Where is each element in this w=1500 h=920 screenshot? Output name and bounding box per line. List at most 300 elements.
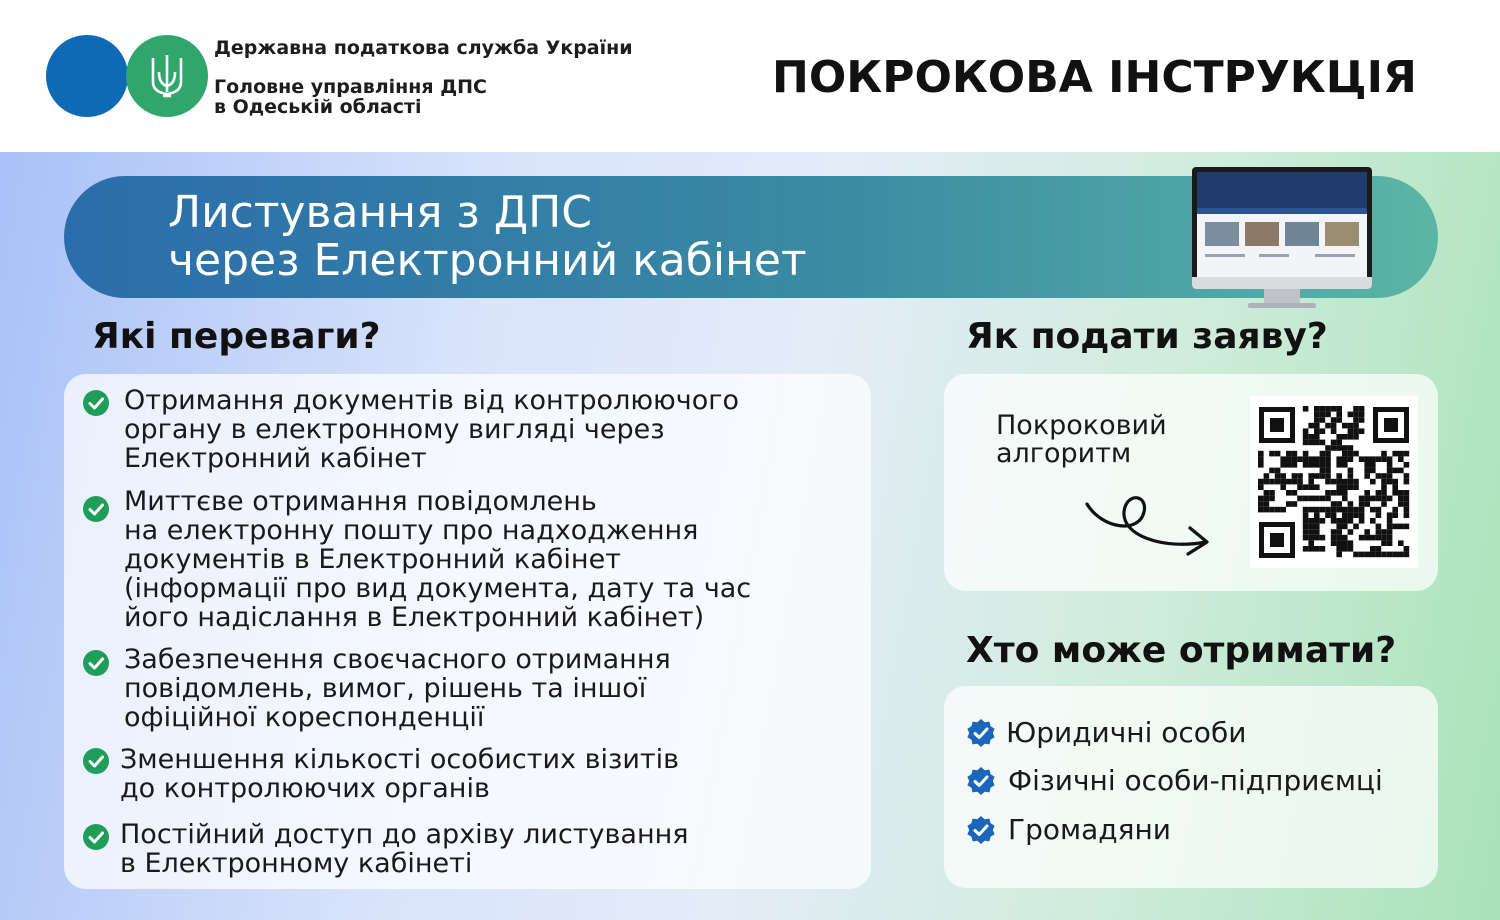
benefit-item	[82, 645, 671, 732]
qr-module	[1314, 423, 1320, 429]
apply-heading: Як подати заяву?	[966, 316, 1328, 357]
qr-module	[1348, 518, 1354, 524]
qr-module	[1308, 423, 1314, 429]
qr-module	[1303, 428, 1309, 434]
qr-module	[1348, 445, 1354, 451]
qr-module	[1359, 412, 1365, 418]
qr-module	[1308, 462, 1314, 468]
qr-module	[1314, 406, 1320, 412]
benefit-line: Електронний кабінет	[124, 443, 427, 474]
qr-module	[1398, 456, 1404, 462]
qr-module	[1359, 552, 1365, 558]
banner-title-line: Листування з ДПС	[168, 187, 592, 238]
qr-module	[1342, 423, 1348, 429]
qr-module	[1308, 456, 1314, 462]
qr-module	[1348, 473, 1354, 479]
qr-module	[1303, 524, 1309, 530]
qr-module	[1398, 524, 1404, 530]
qr-module	[1331, 406, 1337, 412]
qr-module	[1353, 428, 1359, 434]
header	[0, 0, 1500, 152]
qr-module	[1392, 479, 1398, 485]
qr-module	[1336, 440, 1342, 446]
qr-module	[1336, 412, 1342, 418]
qr-module	[1314, 529, 1320, 535]
qr-module	[1404, 512, 1410, 518]
qr-module	[1325, 479, 1331, 485]
check-circle-icon	[82, 389, 110, 417]
eligible-label: Фізичні особи-підприємці	[1008, 764, 1383, 797]
qr-module	[1269, 451, 1275, 457]
qr-module	[1297, 496, 1303, 502]
qr-module	[1392, 468, 1398, 474]
qr-module	[1370, 496, 1376, 502]
qr-module	[1308, 496, 1314, 502]
qr-module	[1370, 468, 1376, 474]
qr-module	[1370, 535, 1376, 541]
qr-module	[1398, 468, 1404, 474]
qr-module	[1325, 473, 1331, 479]
qr-module	[1286, 451, 1292, 457]
qr-module	[1342, 490, 1348, 496]
benefit-line: до контролюючих органів	[120, 773, 490, 804]
qr-module	[1336, 462, 1342, 468]
qr-module	[1336, 479, 1342, 485]
qr-module	[1320, 417, 1326, 423]
benefit-text	[120, 820, 689, 878]
qr-module	[1342, 496, 1348, 502]
qr-module	[1336, 552, 1342, 558]
qr-module	[1320, 428, 1326, 434]
qr-module	[1320, 462, 1326, 468]
qr-module	[1392, 490, 1398, 496]
department-name	[214, 77, 487, 117]
qr-module	[1303, 518, 1309, 524]
qr-module	[1364, 496, 1370, 502]
qr-module	[1303, 434, 1309, 440]
department-line: в Одеській області	[214, 96, 422, 118]
qr-module	[1320, 518, 1326, 524]
qr-module	[1331, 445, 1337, 451]
qr-module	[1359, 512, 1365, 518]
qr-module	[1387, 524, 1393, 530]
qr-module	[1387, 540, 1393, 546]
qr-module	[1297, 473, 1303, 479]
qr-module	[1336, 524, 1342, 530]
qr-module	[1275, 507, 1281, 513]
qr-module	[1258, 507, 1264, 513]
qr-module	[1336, 456, 1342, 462]
benefit-line: органу в електронному вигляді через	[124, 414, 665, 445]
qr-module	[1364, 501, 1370, 507]
qr-module	[1387, 468, 1393, 474]
qr-module	[1387, 529, 1393, 535]
benefits-card	[64, 374, 871, 889]
qr-module	[1404, 524, 1410, 530]
benefit-text	[124, 386, 739, 473]
eligible-label: Громадяни	[1008, 813, 1171, 846]
qr-module	[1331, 423, 1337, 429]
qr-module	[1336, 535, 1342, 541]
qr-module	[1331, 428, 1337, 434]
qr-module	[1387, 496, 1393, 502]
qr-module	[1303, 512, 1309, 518]
qr-module	[1398, 451, 1404, 457]
qr-module	[1258, 484, 1264, 490]
benefit-item	[82, 820, 689, 878]
qr-module	[1303, 451, 1309, 457]
qr-module	[1264, 507, 1270, 513]
qr-module	[1353, 524, 1359, 530]
who-heading: Хто може отримати?	[966, 630, 1397, 671]
qr-module	[1280, 456, 1286, 462]
qr-module	[1376, 529, 1382, 535]
qr-module	[1325, 507, 1331, 513]
qr-module	[1392, 451, 1398, 457]
qr-module	[1264, 490, 1270, 496]
qr-module	[1331, 417, 1337, 423]
qr-module	[1258, 496, 1264, 502]
qr-module	[1348, 501, 1354, 507]
qr-module	[1364, 462, 1370, 468]
qr-module	[1314, 507, 1320, 513]
qr-module	[1364, 552, 1370, 558]
qr-module	[1331, 490, 1337, 496]
qr-module	[1320, 412, 1326, 418]
qr-module	[1336, 546, 1342, 552]
qr-module	[1348, 456, 1354, 462]
qr-module	[1286, 479, 1292, 485]
qr-module	[1381, 529, 1387, 535]
qr-module	[1353, 552, 1359, 558]
qr-module	[1381, 490, 1387, 496]
qr-module	[1398, 490, 1404, 496]
qr-module	[1275, 468, 1281, 474]
benefit-line: офіційної кореспонденції	[124, 702, 485, 733]
qr-module	[1348, 546, 1354, 552]
qr-module	[1331, 512, 1337, 518]
qr-module	[1325, 423, 1331, 429]
qr-module	[1325, 445, 1331, 451]
qr-module	[1325, 451, 1331, 457]
qr-module	[1336, 501, 1342, 507]
qr-module	[1342, 540, 1348, 546]
qr-module	[1308, 524, 1314, 530]
qr-module	[1370, 456, 1376, 462]
qr-module	[1392, 552, 1398, 558]
qr-module	[1348, 484, 1354, 490]
qr-module	[1292, 451, 1298, 457]
qr-module	[1342, 445, 1348, 451]
qr-module	[1359, 496, 1365, 502]
benefit-line: повідомлень, вимог, рішень та іншої	[124, 673, 647, 704]
qr-module	[1353, 451, 1359, 457]
verified-badge-icon	[966, 815, 996, 845]
qr-code-link[interactable]	[1250, 396, 1418, 568]
qr-module	[1370, 479, 1376, 485]
qr-module	[1376, 512, 1382, 518]
qr-module	[1331, 540, 1337, 546]
qr-module	[1308, 434, 1314, 440]
qr-module	[1297, 456, 1303, 462]
qr-module	[1342, 518, 1348, 524]
qr-module	[1269, 507, 1275, 513]
qr-module	[1370, 546, 1376, 552]
qr-module	[1303, 484, 1309, 490]
qr-module	[1314, 535, 1320, 541]
qr-module	[1342, 524, 1348, 530]
benefit-item	[82, 386, 739, 473]
qr-module	[1336, 406, 1342, 412]
qr-module	[1280, 507, 1286, 513]
qr-module	[1258, 451, 1264, 457]
benefit-line: його надіслання в Електронний кабінет)	[124, 602, 705, 633]
qr-module	[1320, 535, 1326, 541]
qr-module	[1404, 479, 1410, 485]
qr-module	[1258, 462, 1264, 468]
qr-module	[1269, 479, 1275, 485]
qr-module	[1381, 479, 1387, 485]
qr-module	[1342, 456, 1348, 462]
qr-module	[1280, 484, 1286, 490]
qr-module	[1387, 456, 1393, 462]
qr-module	[1342, 484, 1348, 490]
qr-module	[1314, 434, 1320, 440]
qr-module	[1392, 512, 1398, 518]
banner-title	[168, 189, 807, 285]
qr-module	[1314, 546, 1320, 552]
qr-module	[1308, 484, 1314, 490]
qr-code-icon	[1250, 396, 1418, 568]
qr-module	[1308, 507, 1314, 513]
qr-module	[1353, 423, 1359, 429]
qr-module	[1280, 462, 1286, 468]
qr-module	[1325, 490, 1331, 496]
qr-module	[1280, 473, 1286, 479]
qr-module	[1314, 496, 1320, 502]
qr-module	[1398, 552, 1404, 558]
qr-module	[1376, 507, 1382, 513]
curly-arrow-icon	[1084, 484, 1214, 564]
qr-module	[1336, 540, 1342, 546]
qr-module	[1381, 496, 1387, 502]
qr-module	[1387, 512, 1393, 518]
qr-module	[1325, 468, 1331, 474]
qr-module	[1381, 501, 1387, 507]
qr-module	[1336, 484, 1342, 490]
qr-module	[1308, 440, 1314, 446]
qr-module	[1325, 512, 1331, 518]
qr-module	[1342, 462, 1348, 468]
qr-module	[1353, 479, 1359, 485]
qr-module	[1353, 512, 1359, 518]
qr-module	[1320, 546, 1326, 552]
qr-module	[1292, 479, 1298, 485]
qr-module	[1314, 518, 1320, 524]
benefit-item	[82, 745, 679, 803]
qr-module	[1353, 434, 1359, 440]
qr-module	[1297, 479, 1303, 485]
qr-module	[1286, 456, 1292, 462]
who-card	[944, 686, 1438, 888]
qr-module	[1348, 423, 1354, 429]
qr-module	[1364, 473, 1370, 479]
qr-module	[1264, 501, 1270, 507]
qr-module	[1359, 507, 1365, 513]
qr-module	[1336, 529, 1342, 535]
qr-module	[1348, 529, 1354, 535]
qr-module	[1303, 456, 1309, 462]
qr-module	[1275, 479, 1281, 485]
benefit-text	[124, 645, 671, 732]
qr-module	[1308, 529, 1314, 535]
qr-module	[1404, 490, 1410, 496]
qr-module	[1376, 535, 1382, 541]
qr-module	[1359, 501, 1365, 507]
benefit-text	[120, 745, 679, 803]
qr-module	[1320, 451, 1326, 457]
qr-module	[1387, 479, 1393, 485]
website-screenshot	[1197, 172, 1367, 277]
trident-icon	[149, 52, 185, 100]
eligible-label: Юридичні особи	[1006, 716, 1247, 749]
qr-module	[1376, 456, 1382, 462]
qr-module	[1364, 456, 1370, 462]
qr-module	[1353, 507, 1359, 513]
qr-module	[1308, 546, 1314, 552]
qr-module	[1325, 412, 1331, 418]
qr-module	[1331, 440, 1337, 446]
check-circle-icon	[82, 823, 110, 851]
qr-module	[1359, 456, 1365, 462]
qr-module	[1336, 507, 1342, 513]
qr-module	[1325, 496, 1331, 502]
qr-module	[1320, 406, 1326, 412]
qr-module	[1292, 462, 1298, 468]
qr-module	[1353, 412, 1359, 418]
qr-module	[1314, 484, 1320, 490]
qr-module	[1314, 512, 1320, 518]
qr-module	[1353, 484, 1359, 490]
qr-module	[1275, 473, 1281, 479]
document-type-title: ПОКРОКОВА ІНСТРУКЦІЯ	[772, 52, 1417, 103]
qr-module	[1320, 473, 1326, 479]
qr-module	[1331, 529, 1337, 535]
qr-module	[1404, 496, 1410, 502]
qr-module	[1348, 468, 1354, 474]
qr-module	[1370, 462, 1376, 468]
qr-module	[1404, 546, 1410, 552]
qr-module	[1359, 428, 1365, 434]
qr-module	[1314, 473, 1320, 479]
content-area	[0, 152, 1500, 920]
check-circle-icon	[82, 747, 110, 775]
algorithm-label	[996, 412, 1167, 468]
qr-module	[1264, 473, 1270, 479]
qr-module	[1353, 417, 1359, 423]
qr-module	[1275, 451, 1281, 457]
qr-module	[1331, 518, 1337, 524]
qr-module	[1269, 468, 1275, 474]
qr-module	[1376, 490, 1382, 496]
qr-module	[1370, 507, 1376, 513]
qr-module	[1364, 535, 1370, 541]
qr-module	[1404, 473, 1410, 479]
qr-module	[1348, 507, 1354, 513]
qr-module	[1320, 507, 1326, 513]
qr-module	[1404, 501, 1410, 507]
qr-module	[1258, 501, 1264, 507]
qr-module	[1325, 406, 1331, 412]
check-circle-icon	[82, 649, 110, 677]
qr-module	[1342, 451, 1348, 457]
qr-module	[1292, 501, 1298, 507]
qr-module	[1286, 462, 1292, 468]
qr-module	[1264, 496, 1270, 502]
qr-module	[1404, 552, 1410, 558]
qr-module	[1320, 468, 1326, 474]
logo-blue-circle	[46, 35, 128, 117]
algorithm-label-line: алгоритм	[996, 438, 1132, 469]
benefits-heading: Які переваги?	[92, 316, 381, 357]
qr-module	[1303, 440, 1309, 446]
qr-module	[1370, 518, 1376, 524]
qr-module	[1376, 546, 1382, 552]
algorithm-label-line: Покроковий	[996, 410, 1167, 441]
qr-module	[1303, 507, 1309, 513]
qr-module	[1320, 496, 1326, 502]
qr-module	[1387, 473, 1393, 479]
benefit-line: Миттєве отримання повідомлень	[124, 486, 597, 517]
qr-module	[1258, 479, 1264, 485]
qr-module	[1359, 417, 1365, 423]
qr-module	[1314, 417, 1320, 423]
qr-module	[1348, 434, 1354, 440]
qr-module	[1297, 484, 1303, 490]
qr-module	[1342, 535, 1348, 541]
qr-module	[1392, 507, 1398, 513]
monitor-illustration	[1192, 167, 1372, 309]
benefit-line: в Електронному кабінеті	[120, 848, 473, 879]
qr-module	[1381, 540, 1387, 546]
qr-module	[1364, 529, 1370, 535]
qr-module	[1336, 490, 1342, 496]
qr-module	[1381, 456, 1387, 462]
qr-module	[1314, 524, 1320, 530]
qr-module	[1303, 406, 1309, 412]
qr-module	[1376, 524, 1382, 530]
qr-module	[1303, 496, 1309, 502]
qr-module	[1303, 462, 1309, 468]
org-name: Державна податкова служба України	[214, 37, 633, 59]
qr-module	[1387, 552, 1393, 558]
qr-module	[1292, 490, 1298, 496]
benefit-line: на електронну пошту про надходження	[124, 515, 699, 546]
qr-module	[1320, 440, 1326, 446]
qr-module	[1303, 535, 1309, 541]
qr-module	[1381, 535, 1387, 541]
logo-green-circle	[126, 35, 208, 117]
qr-module	[1398, 501, 1404, 507]
qr-module	[1308, 540, 1314, 546]
qr-module	[1308, 479, 1314, 485]
qr-module	[1359, 518, 1365, 524]
qr-module	[1398, 540, 1404, 546]
qr-module	[1359, 406, 1365, 412]
benefit-line: Постійний доступ до архіву листування	[120, 819, 689, 850]
qr-module	[1404, 507, 1410, 513]
qr-module	[1381, 451, 1387, 457]
